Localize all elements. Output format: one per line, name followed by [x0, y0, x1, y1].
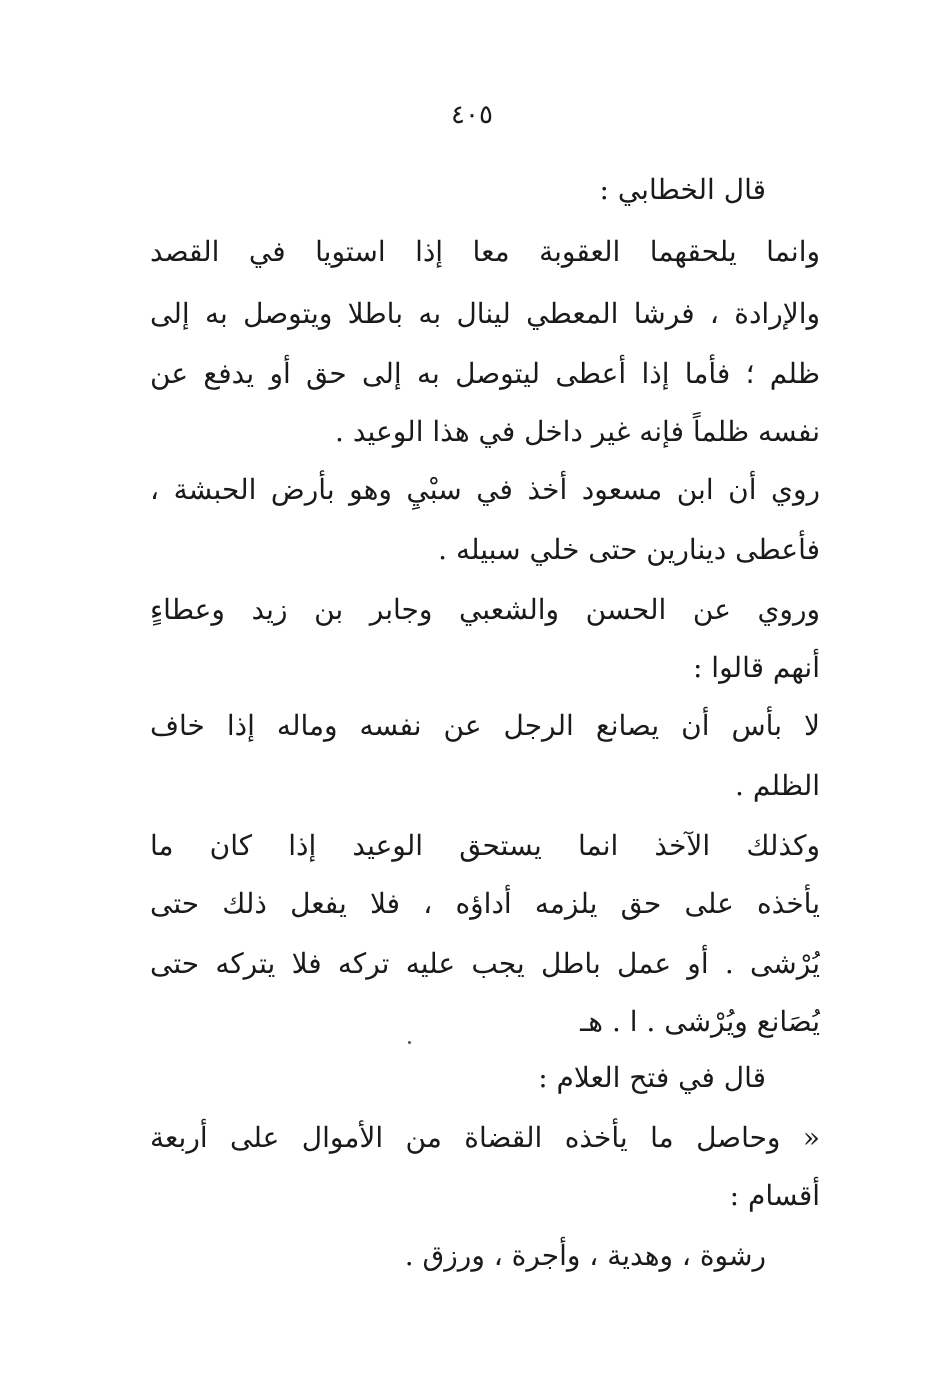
text-line: « وحاصل ما يأْخذه القضاة من الأموال على أربعة — [150, 1121, 820, 1154]
text-line: نفسه ظلماً فإنه غير داخل في هذا الوعيد . — [335, 415, 820, 448]
text-line: وكذلك الآخذ انما يستحق الوعيد إذا كان ما — [150, 829, 820, 862]
text-line: وانما يلحقهما العقوبة معا إذا استويا في القصد — [150, 235, 820, 268]
text-line: رشوة ، وهدية ، وأجرة ، ورزق . — [404, 1239, 766, 1272]
text-line: لا بأْس أن يصانع الرجل عن نفسه وماله إذا خاف — [150, 709, 820, 742]
text-line: ظلم ؛ فأما إذا أعطى ليتوصل به إلى حق أو يدفع عن — [150, 357, 820, 390]
page-number: ٤٠٥ — [451, 100, 493, 130]
text-line: قال في فتح العلام : — [538, 1061, 766, 1094]
text-line: الظلم . — [735, 769, 820, 802]
text-line: قال الخطابي : — [599, 173, 766, 206]
text-line: أقسام : — [729, 1179, 820, 1212]
text-line: وروي عن الحسن والشعبي وجابر بن زيد وعطاءٍ — [150, 593, 820, 626]
text-line: أنهم قالوا : — [692, 651, 820, 684]
text-line: يأْخذه على حق يلزمه أداؤه ، فلا يفعل ذلك حتى — [150, 887, 820, 920]
text-line: فأَعطى دينارين حتى خلي سبيله . — [438, 533, 820, 566]
text-line: روي أن ابن مسعود أُخذ في سبْيٍ وهو بأَرض الحبشة ، — [150, 473, 820, 506]
text-line: والإرادة ، فرشا المعطي لينال به باطلا ويتوصل به إلى — [150, 297, 820, 330]
text-line: يُرْشى . أو عمل باطل يجب عليه تركه فلا يتركه حتى — [150, 947, 820, 980]
text-line: يُصَانع ويُرْشى . ا . هـ — [580, 1005, 820, 1038]
speck-mark — [408, 1041, 411, 1044]
